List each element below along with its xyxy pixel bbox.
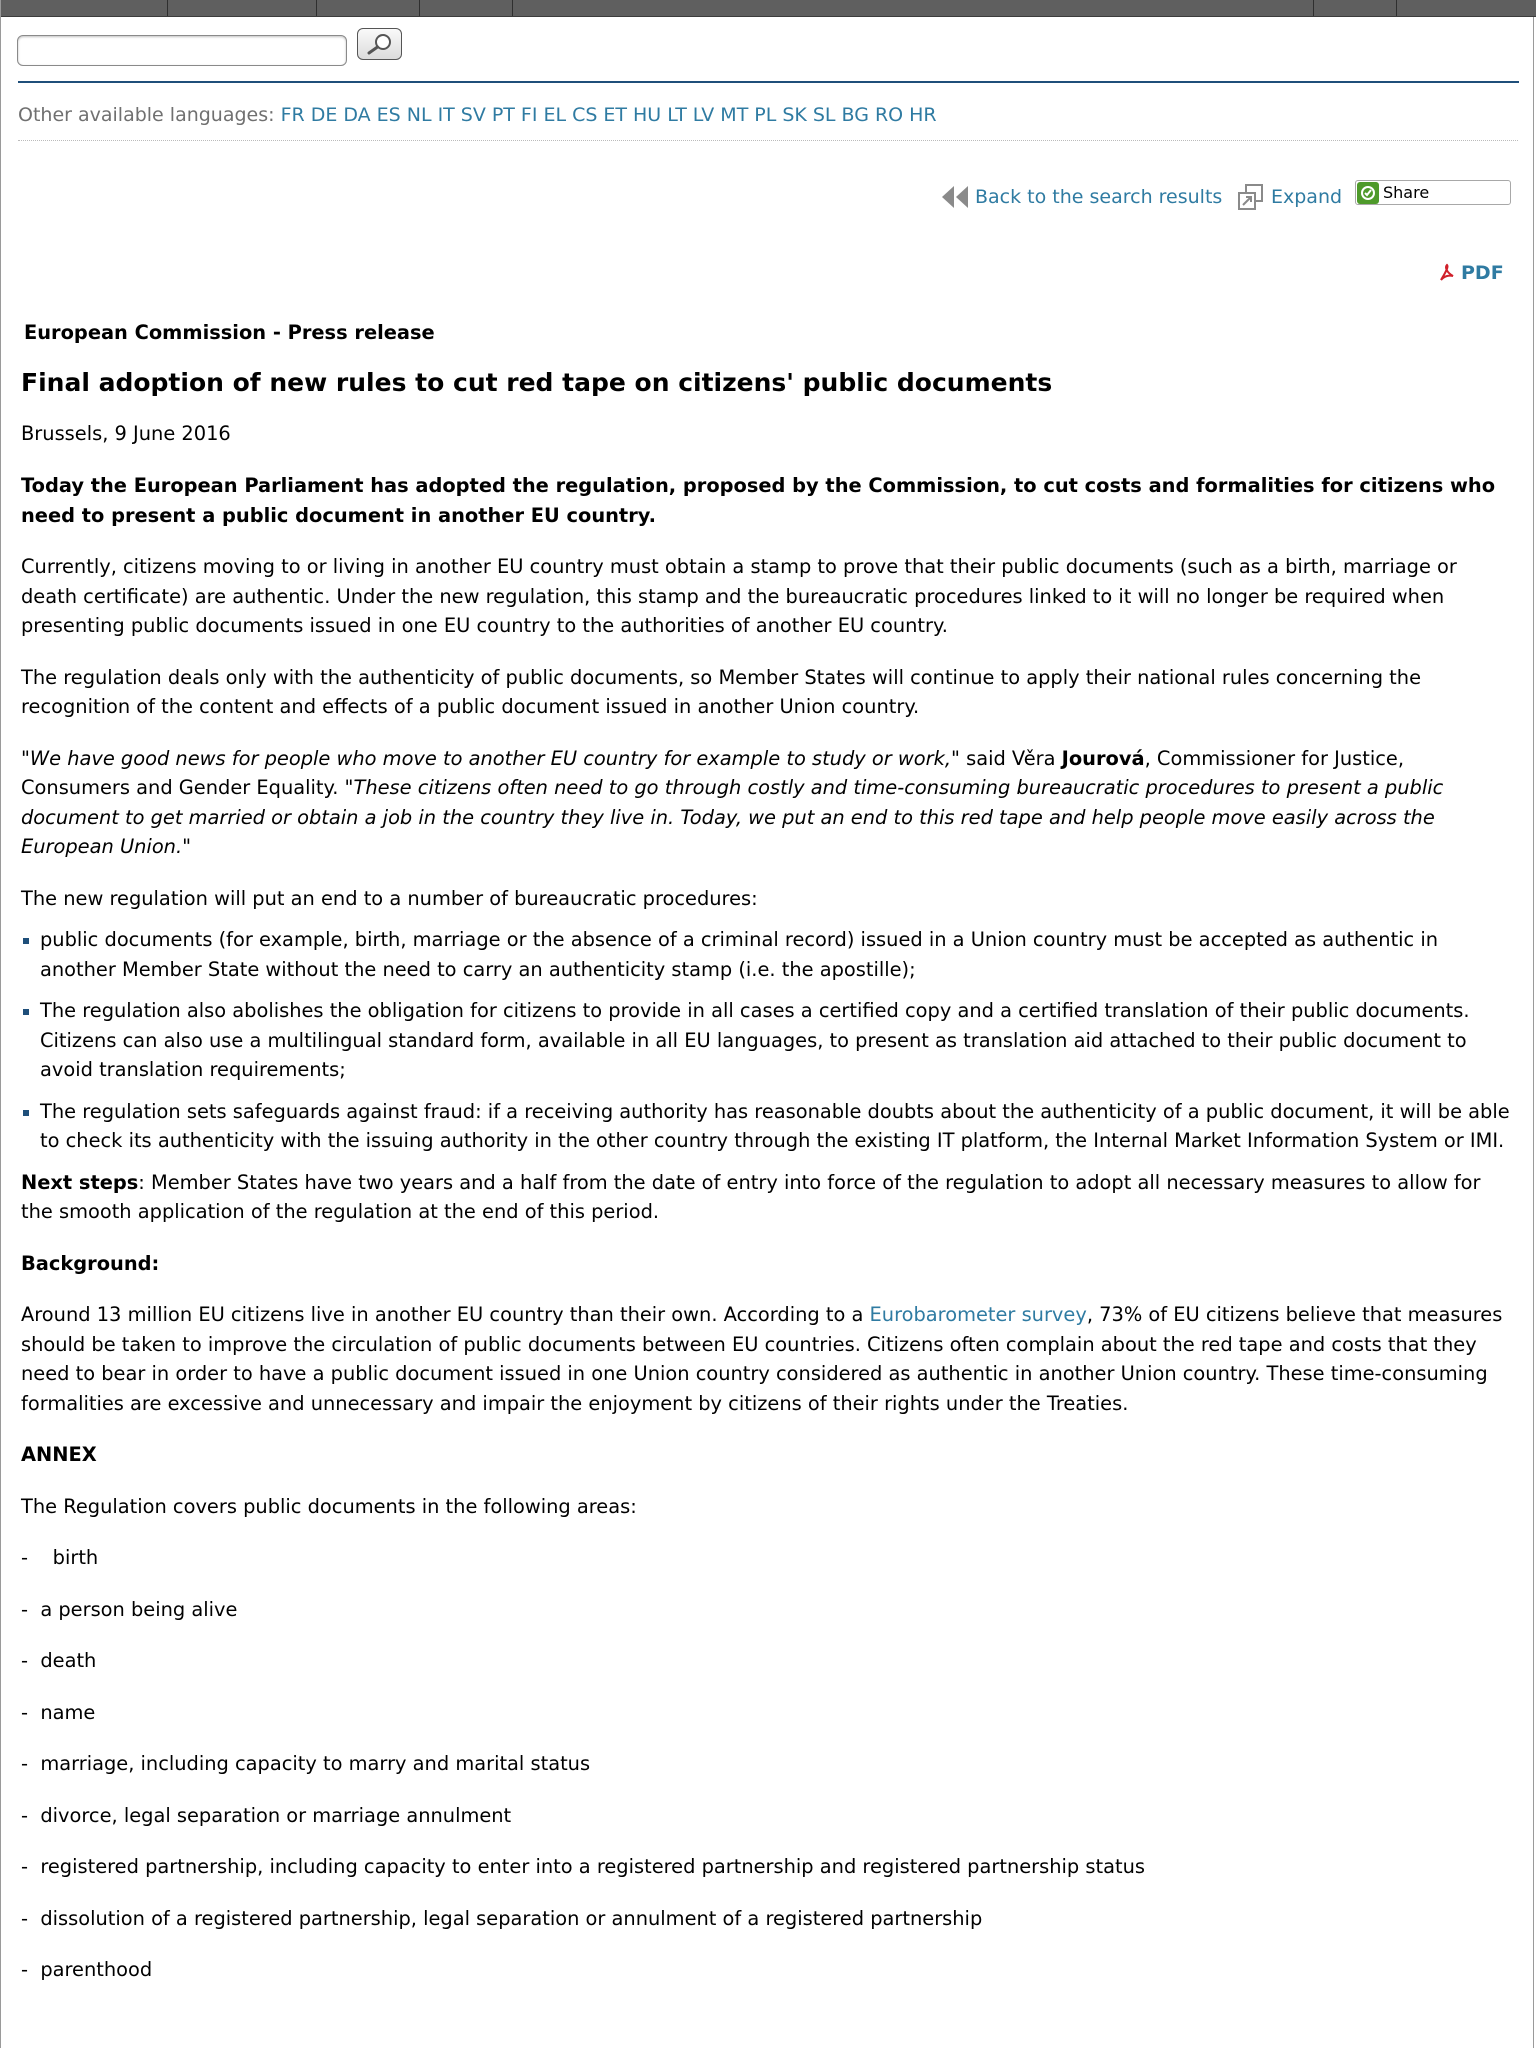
- double-arrow-left-icon: [941, 184, 971, 210]
- annex-heading: ANNEX: [21, 1443, 97, 1466]
- paragraph-background: [21, 1300, 1517, 1418]
- article-title: Final adoption of new rules to cut red tape on citizens' public documents: [21, 367, 1053, 397]
- nav-tab[interactable]: [1, 0, 168, 16]
- languages-label: Other available languages:: [18, 104, 275, 126]
- language-link-hr[interactable]: HR: [909, 104, 937, 126]
- article-lead: Today the European Parliament has adopted the regulation, proposed by the Commission, to cut costs and formalities for citizens who need to present a public document in another EU country.: [21, 474, 1496, 527]
- language-link-lt[interactable]: LT: [667, 104, 687, 126]
- top-navigation-bar: [1, 0, 1536, 17]
- annex-item: - dissolution of a registered partnership, legal separation or annulment of a registered partnership: [21, 1906, 983, 1930]
- list-item-text: public documents (for example, birth, marriage or the absence of a criminal record) issued in a Union country must be accepted as authentic in another Member State without the need to carry an authenticity stamp (i.e. the apostille);: [40, 928, 1439, 981]
- quote-said: said Věra: [959, 746, 1062, 770]
- language-link-pl[interactable]: PL: [754, 104, 777, 126]
- language-link-sl[interactable]: SL: [812, 104, 836, 126]
- share-label: Share: [1383, 183, 1430, 202]
- language-link-it[interactable]: IT: [437, 104, 455, 126]
- article-body: [21, 318, 1517, 1985]
- pdf-label: PDF: [1461, 262, 1504, 284]
- annex-list: [21, 1543, 1517, 1985]
- language-link-cs[interactable]: CS: [572, 104, 598, 126]
- share-icon: [1357, 182, 1379, 204]
- search-input[interactable]: [17, 35, 347, 66]
- background-text-start: Around 13 million EU citizens live in another EU country than their own. According to a: [21, 1303, 870, 1326]
- nav-tab[interactable]: [1313, 0, 1397, 16]
- nav-tab[interactable]: [420, 0, 513, 16]
- expand-link[interactable]: [1237, 180, 1342, 214]
- nav-tab[interactable]: [168, 0, 317, 16]
- expand-icon: [1237, 183, 1265, 211]
- language-link-mt[interactable]: MT: [720, 104, 749, 126]
- pdf-download-link[interactable]: [1437, 262, 1504, 284]
- annex-item: - parenthood: [21, 1958, 153, 1981]
- list-item-text: The regulation sets safeguards against fraud: if a receiving authority has reasonable doubts about the authenticity of a public document, it will be able to check its authenticity with the issuing authority in the other country through the existing IT platform, the Internal Market Information System or IMI.: [40, 1099, 1510, 1152]
- pdf-icon: [1437, 263, 1457, 283]
- background-text-end: , 73% of EU citizens believe that measures should be taken to improve the circulation of public documents between EU countries. Citizens often complain about the red tape and costs that they need to bear in order to have a public document issued in one Union country considered as authentic in another Union country. These time-consuming formalities are excessive and unnecessary and impair the enjoyment by citizens of their rights under the Treaties.: [21, 1303, 1503, 1415]
- list-item: [21, 925, 1517, 984]
- annex-item: - a person being alive: [21, 1597, 238, 1621]
- next-steps-text: : Member States have two years and a half from the date of entry into force of the regulation to adopt all necessary measures to allow for the smooth application of the regulation at the end of this period.: [21, 1170, 1481, 1223]
- bullet-square: [23, 1110, 29, 1116]
- language-link-nl[interactable]: NL: [406, 104, 432, 126]
- paragraph-next-steps: [21, 1168, 1517, 1227]
- language-link-de[interactable]: DE: [310, 104, 338, 126]
- language-link-sv[interactable]: SV: [460, 104, 486, 126]
- article-kicker: European Commission - Press release: [24, 321, 435, 344]
- paragraph-current-situation: Currently, citizens moving to or living in another EU country must obtain a stamp to prove that their public documents (such as a birth, marriage or death certificate) are authentic. Under the new regulation, this stamp and the bureaucratic procedures linked to it will no longer be required when presenting public documents issued in one EU country to the authorities of another EU country.: [21, 555, 1457, 637]
- language-bar: [18, 104, 943, 126]
- annex-intro: The Regulation covers public documents in the following areas:: [21, 1494, 637, 1518]
- quote-part-2: These citizens often need to go through costly and time-consuming bureaucratic procedures to present a public document to get married or obtain a job in the country they live in. Today, we put an end to this red tape and help people move easily across the European Union.": [21, 776, 1444, 858]
- expand-label: Expand: [1271, 186, 1343, 208]
- annex-item: - birth: [21, 1546, 99, 1569]
- bullet-square: [23, 1009, 29, 1015]
- language-link-ro[interactable]: RO: [874, 104, 904, 126]
- back-to-results-label: Back to the search results: [975, 186, 1223, 208]
- annex-item: - marriage, including capacity to marry and marital status: [21, 1752, 591, 1775]
- list-item: [21, 1097, 1517, 1156]
- background-heading: Background:: [21, 1251, 160, 1275]
- quote-speaker-name: Jourová: [1061, 746, 1145, 770]
- paragraph-procedures-intro: The new regulation will put an end to a number of bureaucratic procedures:: [21, 886, 758, 910]
- header-divider: [18, 81, 1519, 83]
- language-link-pt[interactable]: PT: [491, 104, 515, 126]
- quote-speaker-role: , Commissioner for Justice, Consumers and Gender Equality. ": [21, 746, 1404, 799]
- quote-part-1: We have good news for people who move to another EU country for example to study or work,": [29, 746, 960, 770]
- article-dateline: Brussels, 9 June 2016: [21, 421, 231, 445]
- search-button[interactable]: [357, 28, 402, 60]
- magnifier-icon: [365, 32, 395, 56]
- language-link-et[interactable]: ET: [603, 104, 628, 126]
- annex-item: - registered partnership, including capacity to enter into a registered partnership and registered partnership status: [21, 1855, 1145, 1878]
- list-item: [21, 996, 1517, 1085]
- language-link-es[interactable]: ES: [376, 104, 401, 126]
- nav-tab[interactable]: [317, 0, 420, 16]
- language-link-fi[interactable]: FI: [520, 104, 538, 126]
- share-button[interactable]: [1355, 180, 1511, 205]
- language-link-el[interactable]: EL: [543, 104, 567, 126]
- annex-item: - death: [21, 1649, 97, 1672]
- quote-open: ": [21, 746, 30, 770]
- next-steps-label: Next steps: [21, 1170, 139, 1194]
- back-to-results-link[interactable]: [941, 180, 1222, 214]
- procedures-list: [21, 925, 1517, 1156]
- language-link-sk[interactable]: SK: [782, 104, 807, 126]
- paragraph-scope: The regulation deals only with the authenticity of public documents, so Member States will continue to apply their national rules concerning the recognition of the content and effects of a public document issued in another Union country.: [21, 665, 1422, 718]
- paragraph-quote: [21, 744, 1517, 862]
- bullet-square: [23, 938, 29, 944]
- annex-item: - name: [21, 1700, 96, 1724]
- language-link-hu[interactable]: HU: [633, 104, 662, 126]
- annex-item: - divorce, legal separation or marriage annulment: [21, 1803, 512, 1827]
- language-link-da[interactable]: DA: [343, 104, 371, 126]
- dotted-divider: [18, 140, 1518, 141]
- language-link-fr[interactable]: FR: [280, 104, 305, 126]
- language-link-bg[interactable]: BG: [841, 104, 869, 126]
- language-links: [281, 104, 943, 126]
- list-item-text: The regulation also abolishes the obligation for citizens to provide in all cases a certified copy and a certified translation of their public documents. Citizens can also use a multilingual standard form, available in all EU languages, to present as translation aid attached to their public document to avoid translation requirements;: [40, 999, 1470, 1081]
- language-link-lv[interactable]: LV: [692, 104, 715, 126]
- eurobarometer-survey-link[interactable]: Eurobarometer survey: [869, 1303, 1087, 1326]
